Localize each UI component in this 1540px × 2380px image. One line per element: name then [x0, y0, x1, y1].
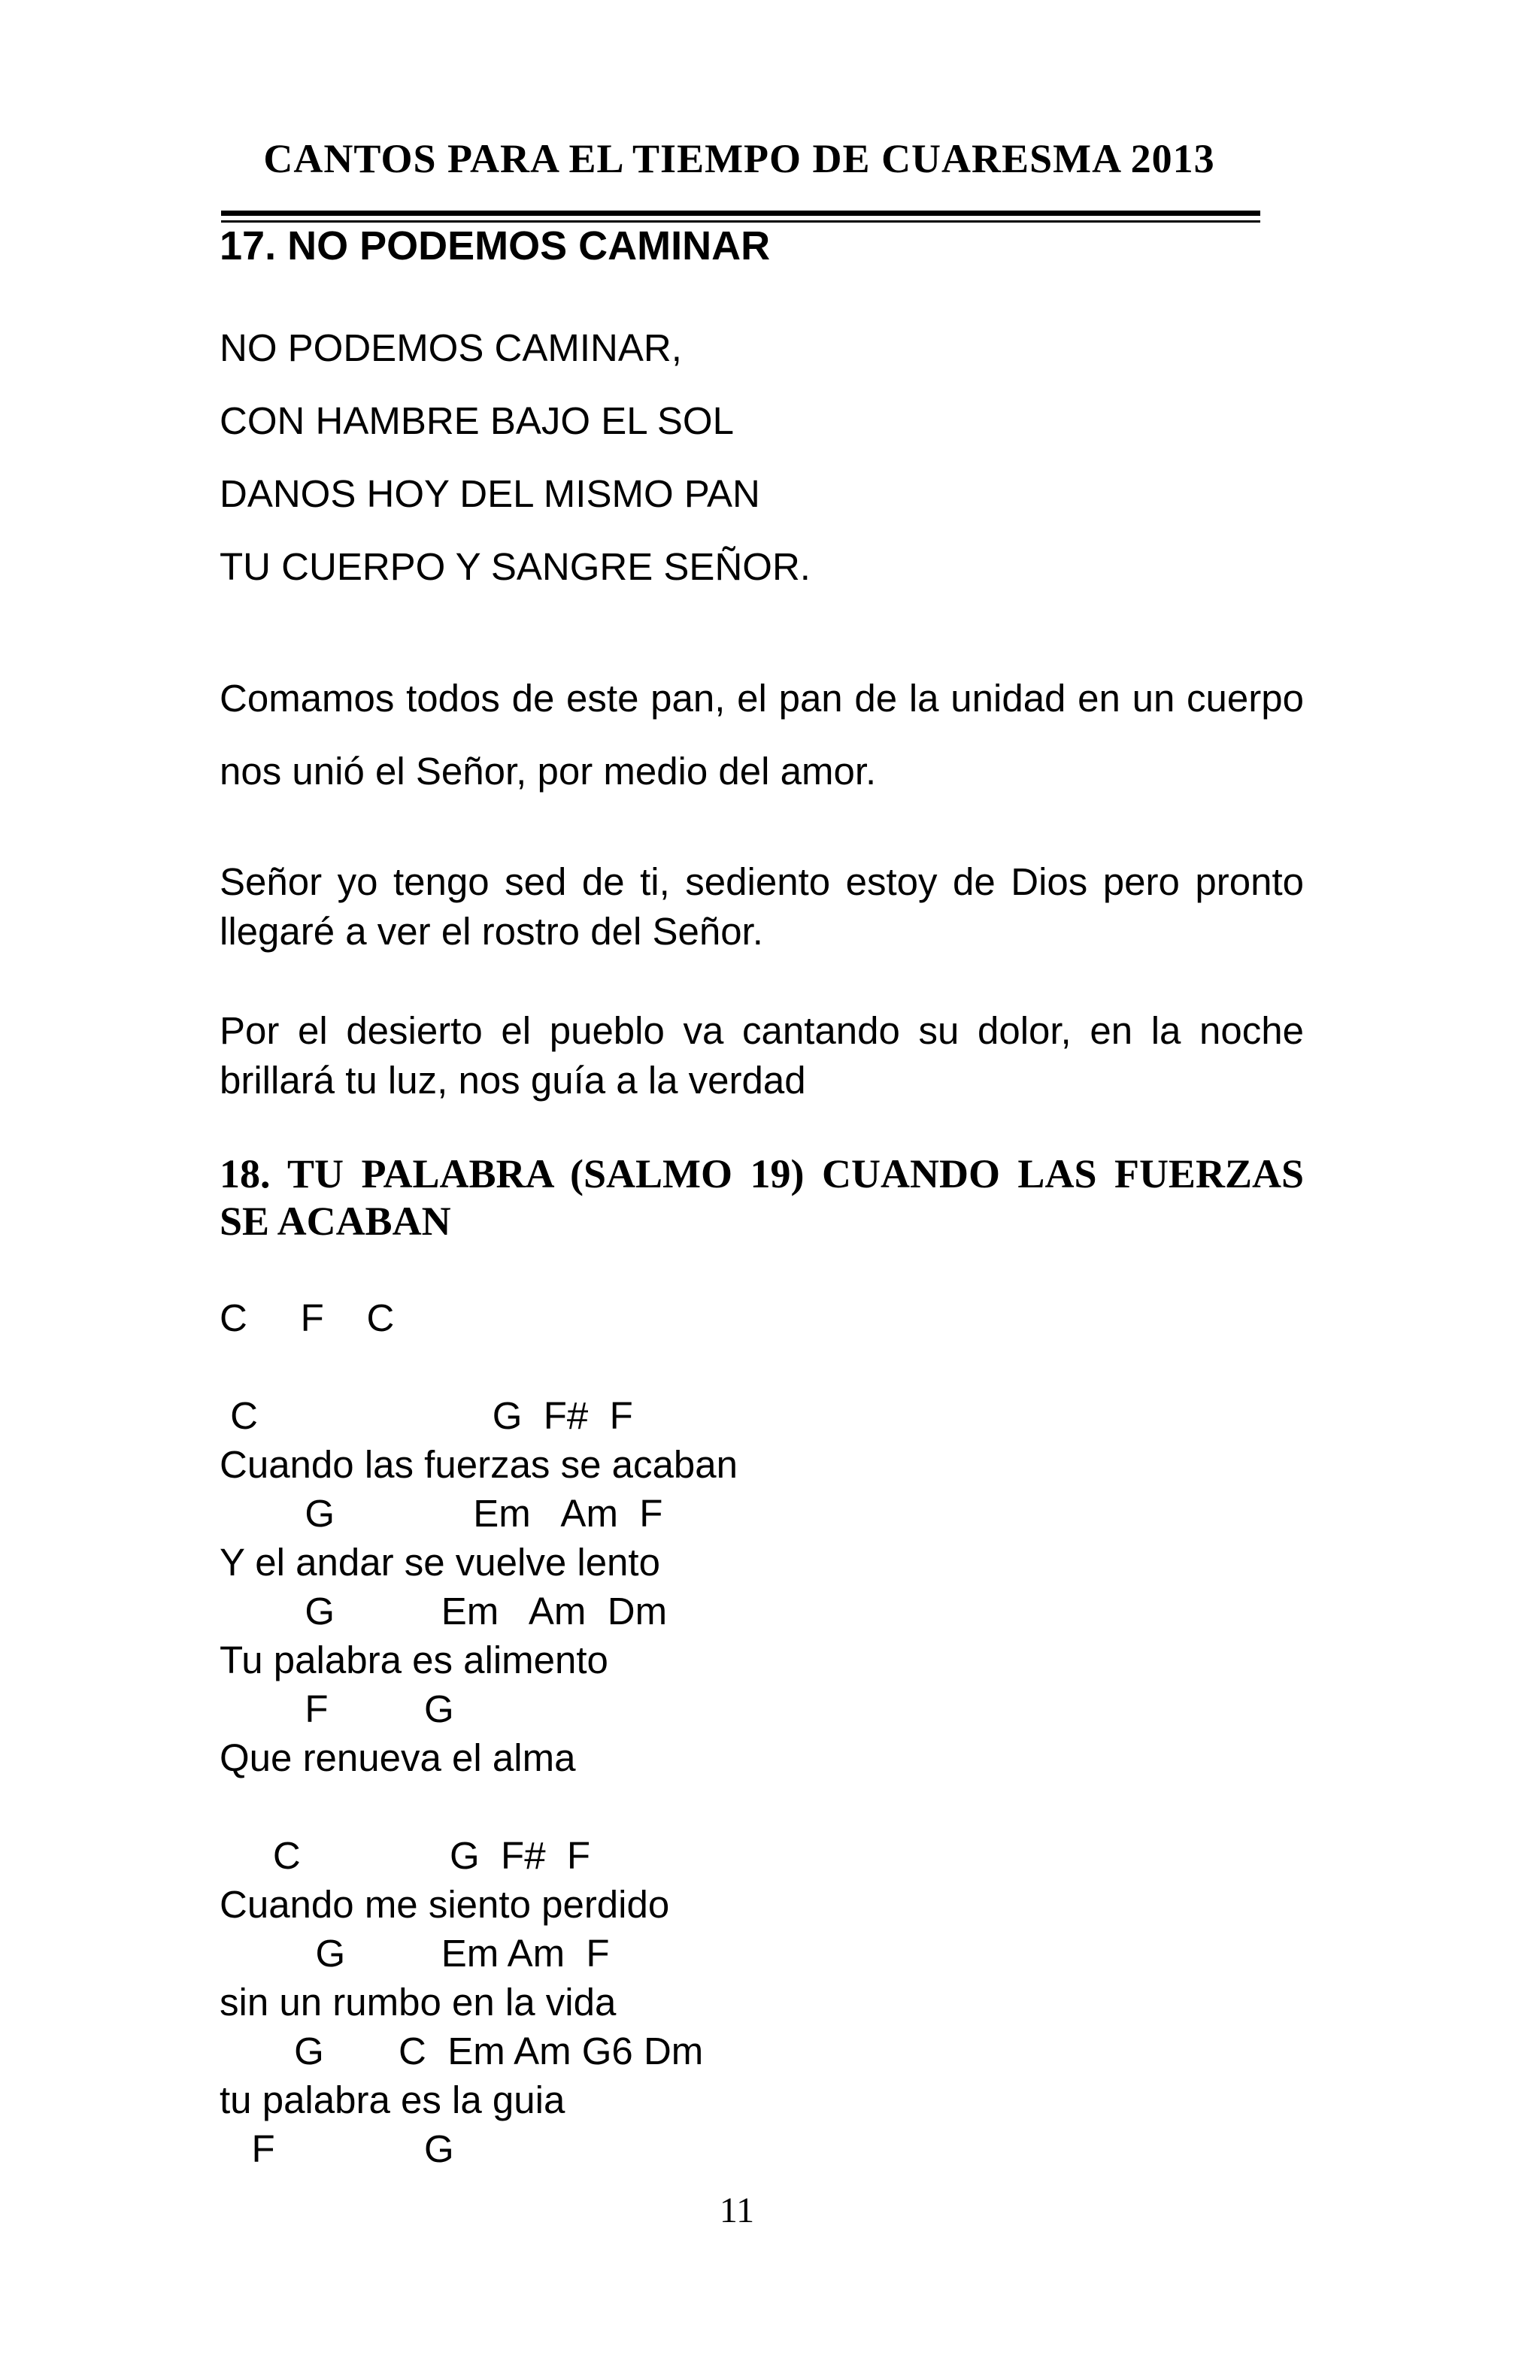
- page-header-title: CANTOS PARA EL TIEMPO DE CUARESMA 2013: [263, 136, 1215, 181]
- song-18-verse-2: [220, 1831, 703, 2173]
- song-18-verse-1: [220, 1391, 738, 1782]
- lyric-line: sin un rumbo en la vida: [220, 1981, 617, 2024]
- chord-line: F G: [220, 1687, 454, 1730]
- lyric-line: Cuando las fuerzas se acaban: [220, 1443, 738, 1486]
- song-17-stanza-3: Por el desierto el pueblo va cantando su dolor, en la noche brillará tu luz, nos guía a la verdad: [220, 1009, 1304, 1102]
- chord-line: G C Em Am G6 Dm: [220, 2030, 704, 2072]
- lyric-line: Tu palabra es alimento: [220, 1639, 608, 1681]
- lyric-line: Cuando me siento perdido: [220, 1883, 670, 1926]
- song-17-stanza-2: Señor yo tengo sed de ti, sediento estoy de Dios pero pronto llegaré a ver el rostro del Señor.: [220, 860, 1304, 953]
- chorus-line: CON HAMBRE BAJO EL SOL: [220, 399, 734, 442]
- chord-line: G Em Am F: [220, 1492, 663, 1535]
- page-number: 11: [719, 2191, 755, 2230]
- song-17-stanza-1: Comamos todos de este pan, el pan de la unidad en un cuerpo nos unió el Señor, por medio del amor.: [220, 677, 1304, 793]
- chord-line: C G F# F: [220, 1834, 591, 1877]
- chord-line: C G F# F: [220, 1394, 633, 1437]
- chord-line: F G: [220, 2127, 454, 2170]
- chord-line: G Em Am F: [220, 1932, 610, 1975]
- chorus-line: NO PODEMOS CAMINAR,: [220, 326, 682, 369]
- lyric-line: tu palabra es la guia: [220, 2078, 565, 2121]
- song-17-title: 17. NO PODEMOS CAMINAR: [220, 223, 771, 268]
- song-17-chorus: [220, 322, 811, 614]
- chorus-line: TU CUERPO Y SANGRE SEÑOR.: [220, 545, 811, 588]
- song-18-title: 18. TU PALABRA (SALMO 19) CUANDO LAS FUERZAS SE ACABAN: [220, 1151, 1304, 1244]
- lyric-line: Que renueva el alma: [220, 1736, 576, 1779]
- song-18-intro-chords: C F C: [220, 1296, 395, 1339]
- chorus-line: DANOS HOY DEL MISMO PAN: [220, 472, 760, 515]
- chord-line: G Em Am Dm: [220, 1590, 668, 1633]
- lyric-line: Y el andar se vuelve lento: [220, 1541, 660, 1584]
- header-rule-thick: [221, 211, 1260, 216]
